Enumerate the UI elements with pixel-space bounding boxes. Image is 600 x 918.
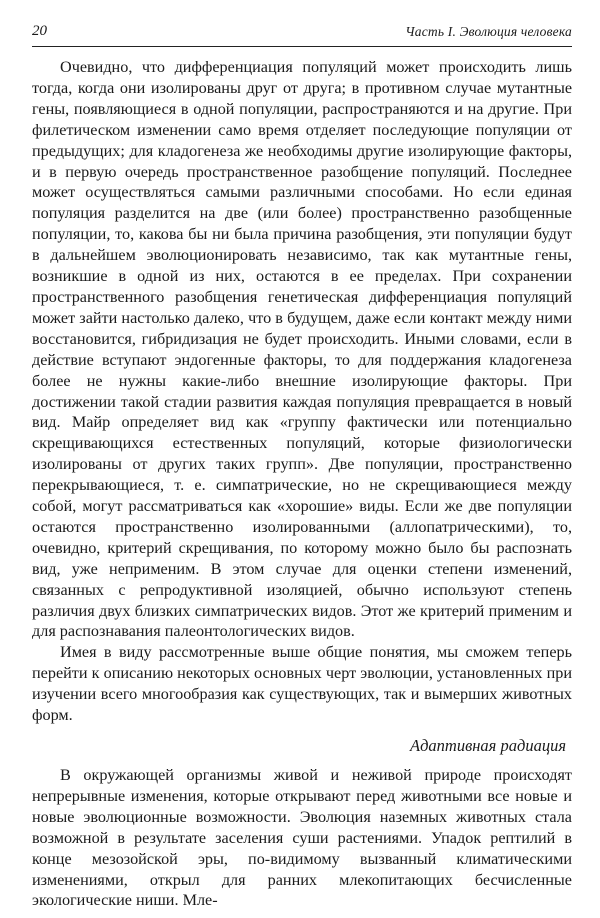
header-rule <box>32 46 572 47</box>
page-header <box>32 20 572 42</box>
page-number: 20 <box>32 23 47 39</box>
section-text <box>32 765 572 911</box>
section-paragraph: В окружающей организмы живой и неживой природе происходят непрерывные изменения, которые открывают перед животными все новые и новые эволюционные возможности. Эволюция наземных животных стала возможной в результате заселения суши растениями. Упадок рептилий в конце мезозойской эры, по-видимому вызванный климатическими изменениями, открыл для ранних млекопитающих бесчисленные экологические ниши. Мле- <box>32 766 572 910</box>
paragraph-2: Имея в виду рассмотренные выше общие понятия, мы сможем теперь перейти к описанию некоторых основных черт эволюции, установленных при изучении всего многообразия как существующих, так и вымерших животных форм. <box>32 643 572 725</box>
paragraph-1: Очевидно, что дифференциация популяций может происходить лишь тогда, когда они изолированы друг от друга; в противном случае мутантные гены, появляющиеся в одной популяции, распространяются и на другие. При филетическом изменении само время отделяет последующие популяции от предыдущих; для кладогенеза же необходимы другие изолирующие факторы, и в первую очередь пространственное разобщение популяций. Последнее может осуществляться самыми различными способами. Но если единая популяция разделится на две (или более) пространственно разобщенные популяции, то, какова бы ни была причина разобщения, эти популяции будут в дальнейшем эволюционировать независимо, так как мутантные гены, возникшие в одной из них, остаются в ее пределах. При сохранении пространственного разобщения генетическая дифференциация популяций может зайти настолько далеко, что в будущем, даже если контакт между ними восстановится, гибридизация не будет происходить. Иными словами, если в действие вступают эндогенные факторы, то для поддержания кладогенеза более не нужны какие-либо внешние изолирующие факторы. При достижении такой стадии развития каждая популяция превращается в новый вид. Майр определяет вид как «группу фактически или потенциально скрещивающихся естественных популяций, которые физиологически изолированы от других таких групп». Две популяции, пространственно перекрывающиеся, т. е. симпатрические, но не скрещивающиеся между собой, могут рассматриваться как «хорошие» виды. Если же две популяции остаются пространственно изолированными (аллопатрическими), то, очевидно, критерий скрещивания, по которому можно было бы распознать вид, уже неприменим. В этом случае для оценки степени изменений, связанных с репродуктивной изоляцией, обычно используют степень различия двух близких симпатрических видов. Этот же критерий применим и для распознавания палеонтологических видов. <box>32 58 572 641</box>
running-head: Часть I. Эволюция человека <box>405 24 572 39</box>
section-title: Адаптивная радиация <box>409 736 566 755</box>
main-text <box>32 57 572 726</box>
